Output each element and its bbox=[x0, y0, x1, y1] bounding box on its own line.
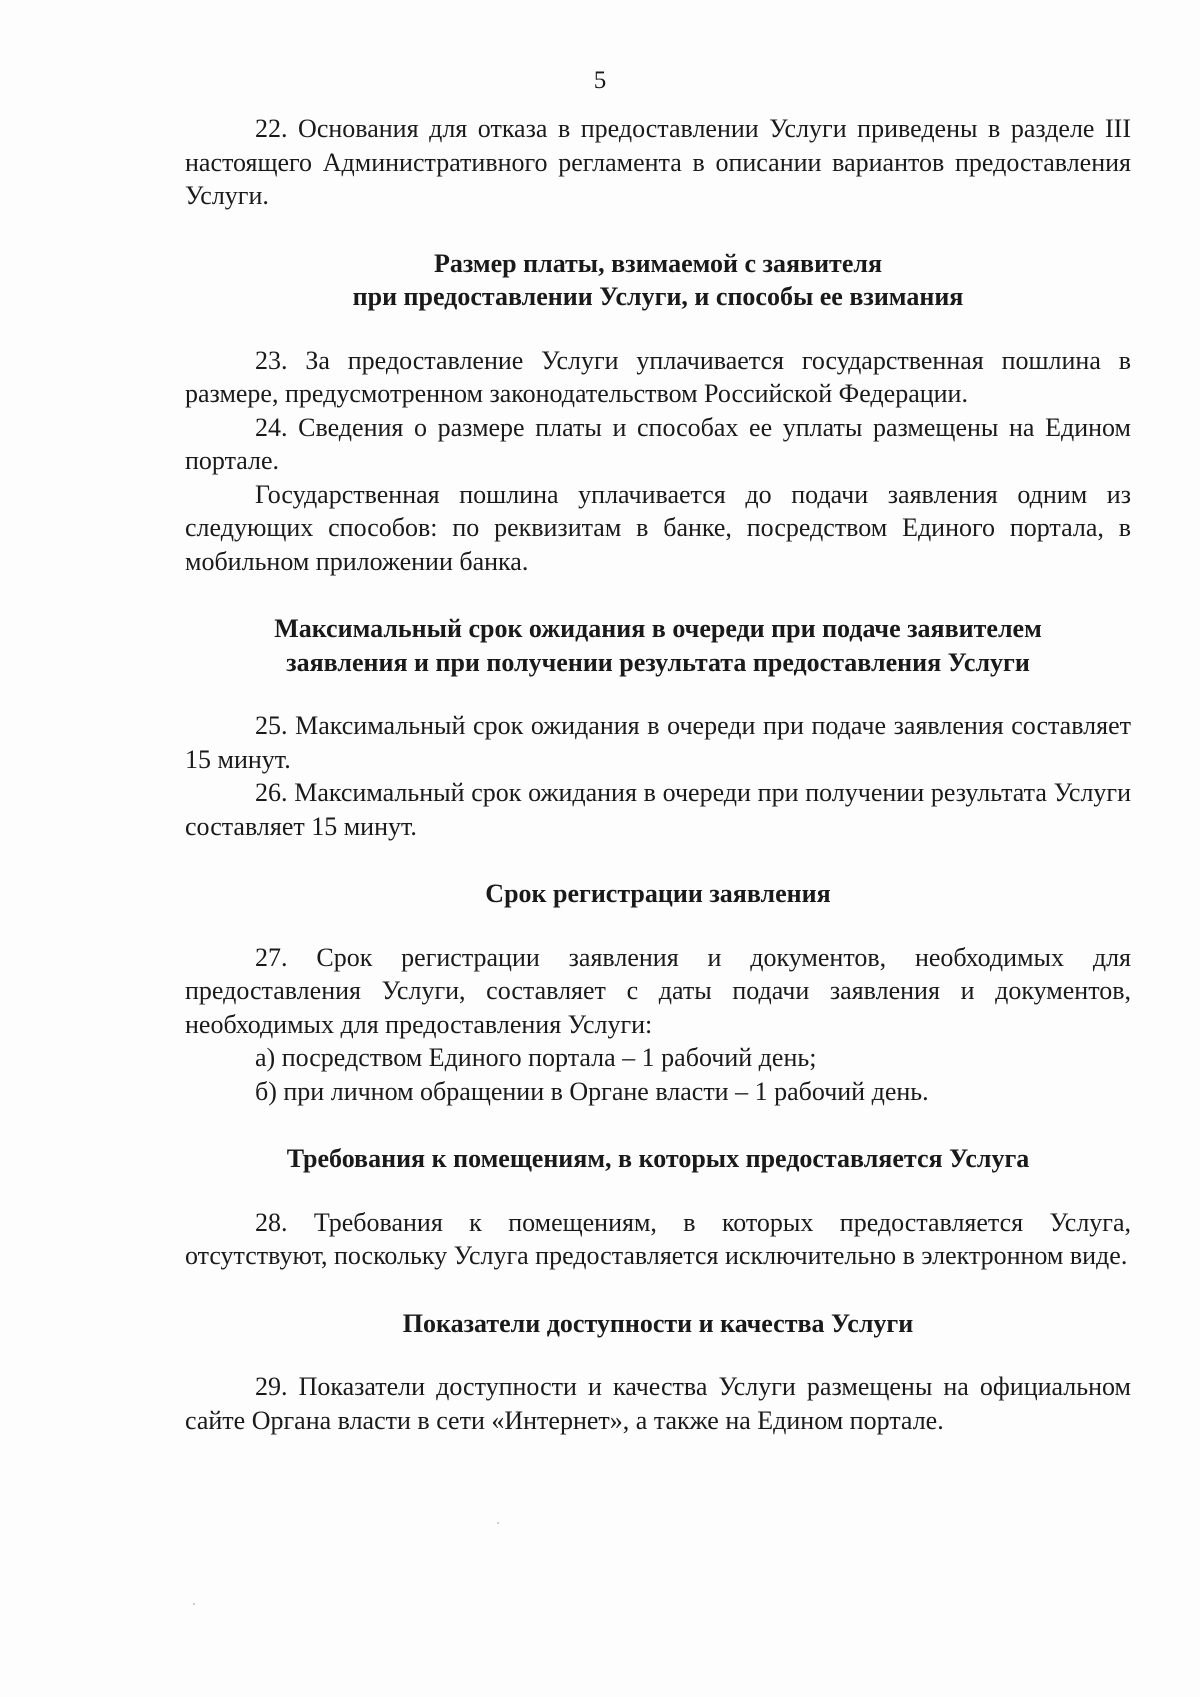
list-item-a: а) посредством Единого портала – 1 рабочий день; bbox=[255, 1043, 817, 1072]
spacer bbox=[185, 911, 1131, 941]
spacer bbox=[185, 578, 1131, 612]
spacer bbox=[185, 1176, 1131, 1206]
paragraph-23: 23. За предоставление Услуги уплачивается государственная пошлина в размере, предусмотренном законодательством Российской Федерации. bbox=[185, 345, 1131, 408]
spacer bbox=[185, 679, 1131, 709]
paragraph-25: 25. Максимальный срок ожидания в очереди при подаче заявления составляет 15 минут. bbox=[185, 711, 1131, 774]
section-heading-queue bbox=[185, 612, 1131, 679]
paragraph-26: 26. Максимальный срок ожидания в очереди при получении результата Услуги составляет 15 минут. bbox=[185, 778, 1131, 841]
paragraph-24: 24. Сведения о размере платы и способах ее уплаты размещены на Едином портале. bbox=[185, 412, 1131, 475]
scan-speck bbox=[497, 1522, 499, 1524]
paragraph-24-cont: Государственная пошлина уплачивается до подачи заявления одним из следующих способов: по реквизитам в банке, посредством Единого портала, в мобильном приложении банка. bbox=[185, 479, 1131, 576]
spacer bbox=[185, 843, 1131, 877]
paragraph-28: 28. Требования к помещениям, в которых предоставляется Услуга, отсутствуют, поскольку Услуга предоставляется исключительно в электронном виде. bbox=[185, 1207, 1131, 1270]
scan-speck bbox=[193, 1603, 195, 1605]
heading-line: Срок регистрации заявления bbox=[485, 879, 831, 908]
paragraph-27: 27. Срок регистрации заявления и документов, необходимых для предоставления Услуги, составляет с даты подачи заявления и документов, необходимых для предоставления Услуги: bbox=[185, 942, 1131, 1039]
spacer bbox=[185, 213, 1131, 247]
paragraph-29: 29. Показатели доступности и качества Услуги размещены на официальном сайте Органа власти в сети «Интернет», а также на Едином портале. bbox=[185, 1372, 1131, 1435]
heading-line: Максимальный срок ожидания в очереди при подаче заявителем bbox=[274, 614, 1042, 643]
spacer bbox=[185, 1108, 1131, 1142]
spacer bbox=[185, 1273, 1131, 1307]
section-heading-premises bbox=[185, 1142, 1131, 1176]
spacer bbox=[185, 314, 1131, 344]
page-number: 5 bbox=[593, 67, 607, 94]
heading-line: Показатели доступности и качества Услуги bbox=[402, 1308, 914, 1338]
document-body bbox=[185, 112, 1131, 1437]
heading-line: заявления и при получении результата предоставления Услуги bbox=[286, 647, 1030, 677]
section-heading-fee bbox=[185, 247, 1131, 314]
heading-line: Размер платы, взимаемой с заявителя bbox=[433, 248, 883, 278]
heading-line: Требования к помещениям, в которых предоставляется Услуга bbox=[286, 1144, 1030, 1173]
list-item-b: б) при личном обращении в Органе власти – 1 рабочий день. bbox=[255, 1076, 929, 1106]
section-heading-registration bbox=[185, 877, 1131, 911]
heading-line: при предоставлении Услуги, и способы ее взимания bbox=[352, 282, 964, 311]
spacer bbox=[185, 1340, 1131, 1370]
paragraph-22: 22. Основания для отказа в предоставлении Услуги приведены в разделе III настоящего Административного регламента в описании вариантов предоставления Услуги. bbox=[185, 114, 1131, 210]
section-heading-indicators bbox=[185, 1307, 1131, 1341]
